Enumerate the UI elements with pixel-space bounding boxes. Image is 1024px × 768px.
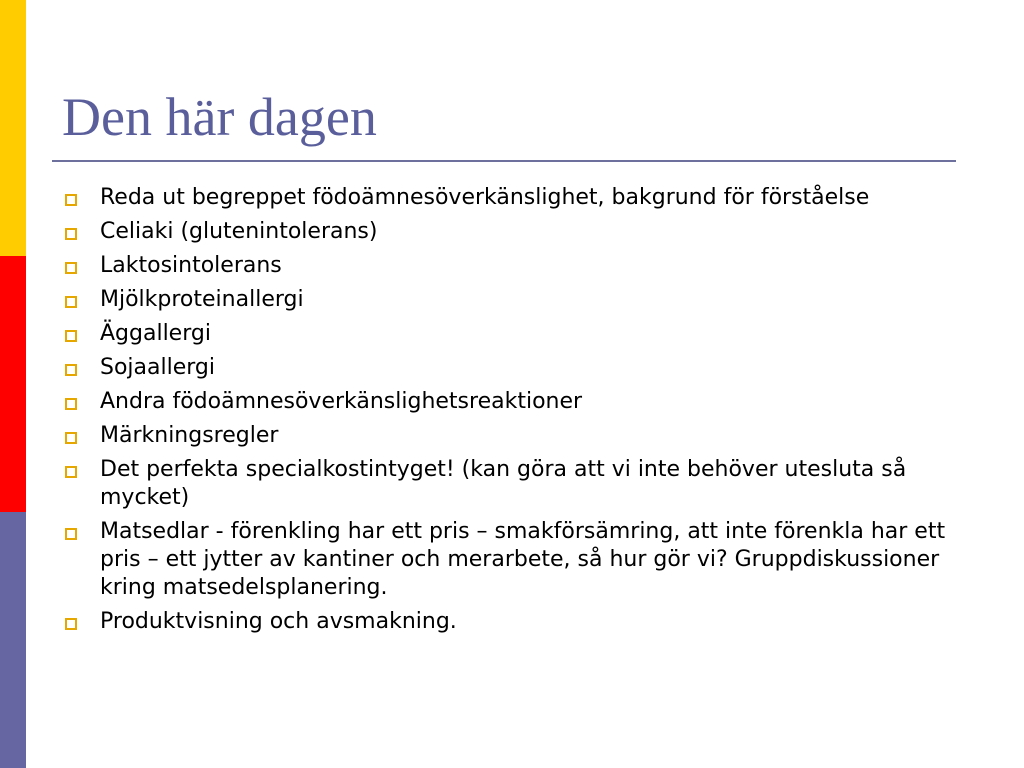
bullet-item (62, 320, 972, 348)
bullet-text: Matsedlar - förenkling har ett pris – smakförsämring, att inte förenkla har ett pris – ett jytter av kantiner och merarbete, så hur gör vi? Gruppdiskussioner kring matsedelsplanering. (100, 519, 946, 600)
bullet-item (62, 388, 972, 416)
title-divider (52, 160, 956, 162)
slide-title: Den här dagen (62, 87, 377, 147)
bullet-item (62, 608, 972, 636)
bullet-text: Andra födoämnesöverkänslighetsreaktioner (100, 389, 583, 414)
bullet-text: Märkningsregler (100, 423, 279, 448)
bullet-text: Sojaallergi (100, 355, 215, 380)
bullet-list (62, 184, 972, 642)
hollow-square-bullet-icon (65, 194, 77, 206)
hollow-square-bullet-icon (65, 398, 77, 410)
hollow-square-bullet-icon (65, 618, 77, 630)
bullet-text: Reda ut begreppet födoämnesöverkänslighet, bakgrund för förståelse (100, 185, 870, 210)
bullet-item (62, 456, 972, 512)
hollow-square-bullet-icon (65, 330, 77, 342)
bullet-text: Mjölkproteinallergi (100, 287, 304, 312)
bullet-item (62, 252, 972, 280)
bullet-text: Laktosintolerans (100, 253, 282, 278)
hollow-square-bullet-icon (65, 296, 77, 308)
hollow-square-bullet-icon (65, 528, 77, 540)
bullet-text: Celiaki (glutenintolerans) (100, 219, 378, 244)
bullet-item (62, 218, 972, 246)
hollow-square-bullet-icon (65, 466, 77, 478)
bullet-item (62, 518, 972, 602)
hollow-square-bullet-icon (65, 432, 77, 444)
bullet-item (62, 422, 972, 450)
hollow-square-bullet-icon (65, 262, 77, 274)
side-bar-yellow (0, 0, 26, 256)
bullet-item (62, 354, 972, 382)
side-bar-red (0, 256, 26, 512)
bullet-text: Det perfekta specialkostintyget! (kan göra att vi inte behöver utesluta så mycket) (100, 457, 907, 510)
hollow-square-bullet-icon (65, 364, 77, 376)
bullet-text: Produktvisning och avsmakning. (100, 609, 457, 634)
hollow-square-bullet-icon (65, 228, 77, 240)
bullet-item (62, 286, 972, 314)
bullet-item (62, 184, 972, 212)
side-bar-purple (0, 512, 26, 768)
bullet-text: Äggallergi (100, 321, 211, 346)
